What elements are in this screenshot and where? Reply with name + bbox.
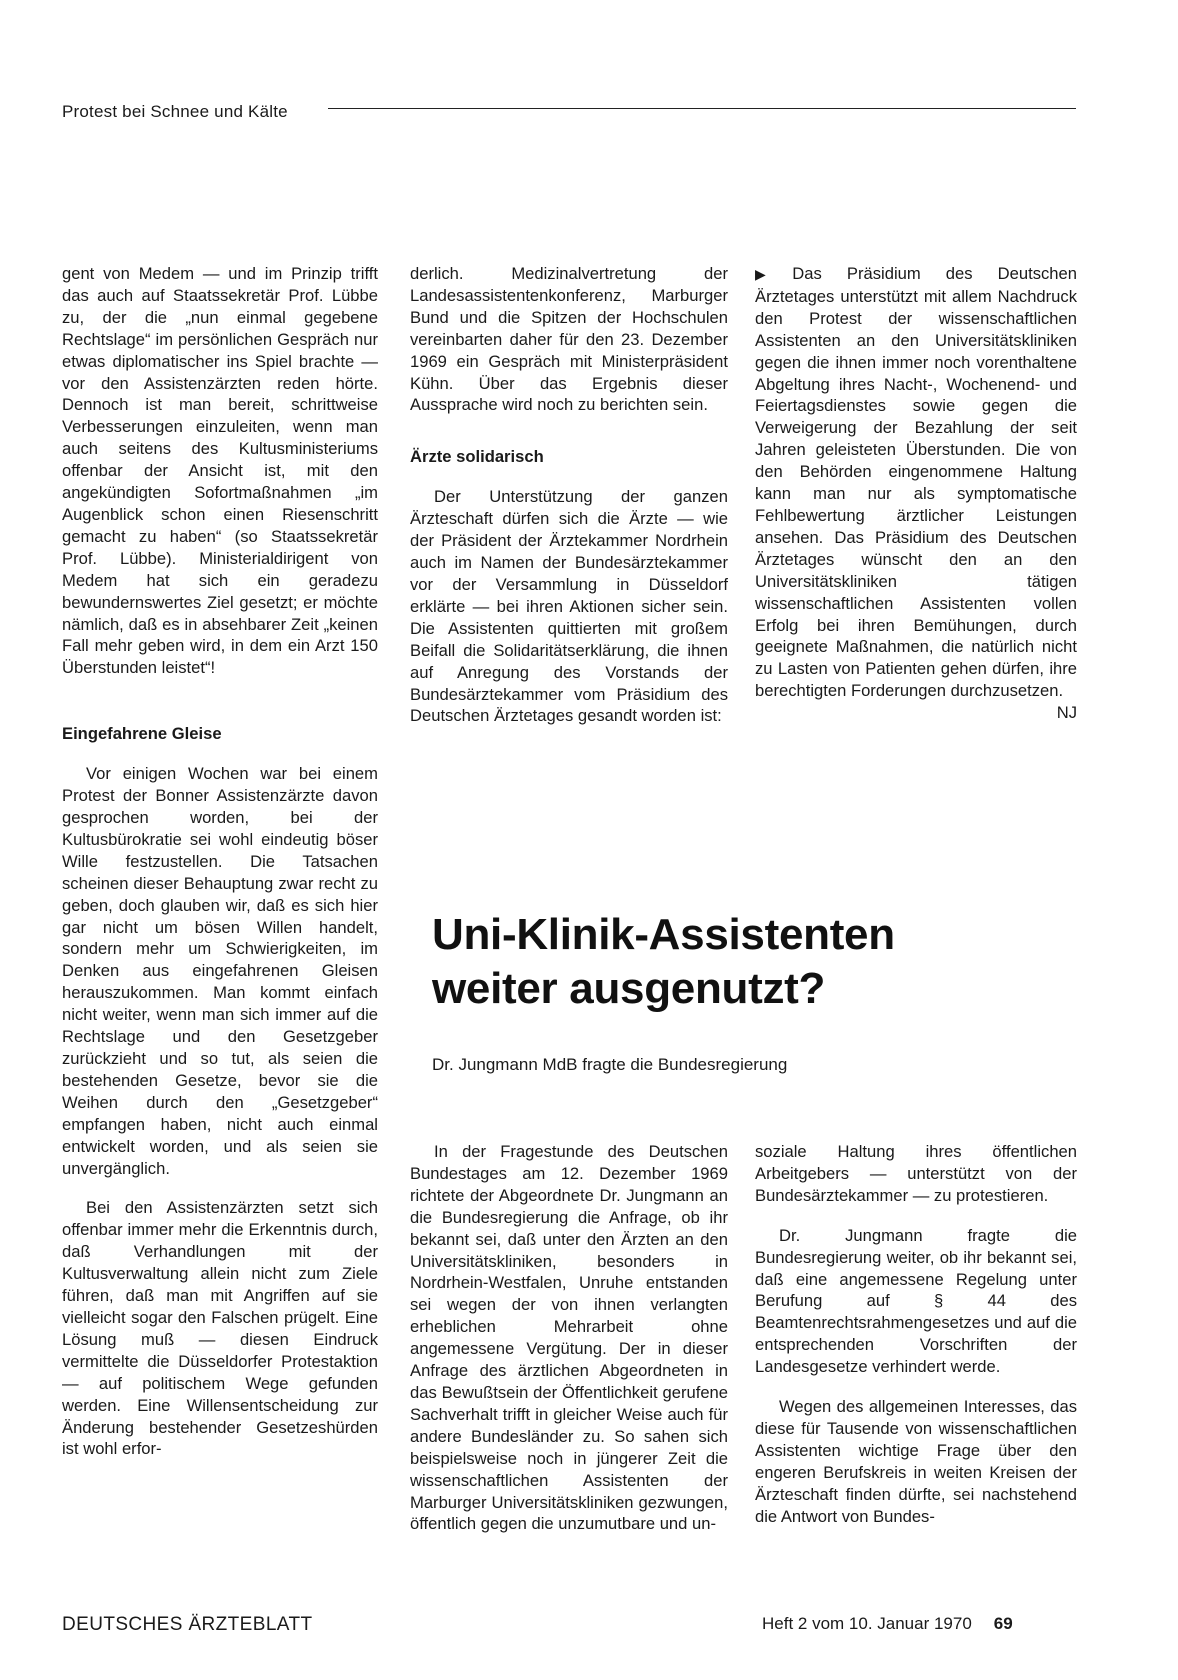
paragraph: soziale Haltung ihres öffentlichen Arbeitgebers — unterstützt von der Bundesärztekammer — zu protestieren.	[755, 1142, 1077, 1205]
paragraph: Wegen des allgemeinen Interesses, das diese für Tausende von wissenschaftlichen Assistenten wichtige Frage über den engeren Berufskreis in weiten Kreisen der Ärzteschaft finden dürfte, sei nachstehend die Antwort von Bundes-	[755, 1397, 1077, 1526]
section-heading-aerzte-solidarisch: Ärzte solidarisch	[410, 447, 544, 467]
section-heading-eingefahrene-gleise: Eingefahrene Gleise	[62, 724, 222, 744]
footer-issue-info	[762, 1614, 1013, 1634]
author-initials: NJ	[1056, 703, 1077, 723]
headline-line-2: weiter ausgenutzt?	[432, 964, 826, 1013]
article-byline: Dr. Jungmann MdB fragte die Bundesregierung	[432, 1055, 788, 1074]
declaration-text: Das Präsidium des Deutschen Ärztetages unterstützt mit allem Nachdruck den Protest der wissenschaftlichen Assistenten an den Universitätskliniken gegen die ihnen immer noch vorenthaltene Abgeltung ihres Nacht-, Wochenend- und Feiertagsdienstes sowie gegen die Verweigerung der Bezahlung der seit Jahren geleisteten Überstunden. Die von den Behörden eingenommene Haltung kann man nur als symptomatische Fehlbewertung ärztlicher Leistungen ansehen. Das Präsidium des Deutschen Ärztetages wünscht den an den Universitätskliniken tätigen wissenschaftlichen Assistenten vollen Erfolg bei ihren Bemühungen, durch geeignete Maßnahmen, die natürlich nicht zu Lasten von Patienten gehen dürfen, ihre berechtigten Forderungen durchzusetzen.	[755, 264, 1077, 701]
paragraph: derlich. Medizinalvertretung der Landesassistentenkonferenz, Marburger Bund und die Spitzen der Hochschulen vereinbarten daher für den 23. Dezember 1969 ein Gespräch mit Ministerpräsident Kühn. Über das Ergebnis dieser Aussprache wird noch zu berichten sein.	[410, 264, 728, 415]
column-3	[755, 263, 1077, 724]
column-1	[62, 263, 378, 1460]
paragraph: In der Fragestunde des Deutschen Bundestages am 12. Dezember 1969 richtete der Abgeordnete Dr. Jungmann an die Bundesregierung die Anfrage, ob ihr bekannt sei, daß unter den Ärzten an den Universitätskliniken, besonders in Nordrhein-Westfalen, Unruhe entstanden sei wegen der von ihnen verlangten erheblichen Mehrarbeit ohne angemessene Vergütung. Der in dieser Anfrage des ärztlichen Abgeordneten in das Bewußtsein der Öffentlichkeit gerufene Sachverhalt trifft in gleicher Weise auch für andere Bundesländer zu. So sahen sich beispielsweise noch in jüngerer Zeit die wissenschaftlichen Assistenten der Marburger Universitätskliniken gezwungen, öffentlich gegen die unzumutbare und un-	[410, 1142, 728, 1534]
column-5	[755, 1141, 1077, 1528]
footer-publication: DEUTSCHES ÄRZTEBLATT	[62, 1614, 313, 1635]
column-4	[410, 1141, 728, 1535]
declaration-paragraph	[755, 263, 1077, 723]
paragraph: Der Unterstützung der ganzen Ärzteschaft dürfen sich die Ärzte — wie der Präsident der Ärztekammer Nordrhein auch im Namen der Bundesärztekammer vor der Versammlung in Düsseldorf erklärte — bei ihren Aktionen sicher sein. Die Assistenten quittierten mit großem Beifall die Solidaritätserklärung, die ihnen auf Anregung des Vorstands der Bundesärztekammer vom Präsidium des Deutschen Ärztetages gesandt worden ist:	[410, 487, 728, 726]
paragraph: Bei den Assistenzärzten setzt sich offenbar immer mehr die Erkenntnis durch, daß Verhandlungen mit der Kultusverwaltung allein nicht zum Ziele führen, daß man mit Angriffen auf sie vielleicht sogar den Falschen prügelt. Eine Lösung muß — diesen Eindruck vermittelte die Düsseldorfer Protestaktion — auf politischem Wege gefunden werden. Eine Willensentscheidung zur Änderung bestehender Gesetzeshürden ist wohl erfor-	[62, 1198, 378, 1459]
header-rule	[328, 108, 1076, 109]
headline-line-1: Uni-Klinik-Assistenten	[432, 910, 895, 959]
paragraph: Vor einigen Wochen war bei einem Protest der Bonner Assistenzärzte davon gesprochen worden, bei der Kultusbürokratie sei wohl eindeutig böser Wille festzustellen. Die Tatsachen scheinen dieser Behauptung zwar recht zu geben, doch glauben wir, daß es sich hier gar nicht um bösen Willen handelt, sondern mehr um Schwierigkeiten, im Denken aus eingefahrenen Gleisen herauszukommen. Man kommt einfach nicht weiter, wenn man sich immer auf die Rechtslage und den Gesetzgeber zurückzieht und so tut, als seien die bestehenden Gesetze, bevor sie die Weihen durch den „Gesetzgeber“ empfangen haben, nicht auch einmal entwickelt worden, und als seien sie unvergänglich.	[62, 764, 378, 1178]
footer-issue: Heft 2 vom 10. Januar 1970	[762, 1614, 972, 1633]
paragraph: Dr. Jungmann fragte die Bundesregierung weiter, ob ihr bekannt sei, daß eine angemessene Regelung unter Berufung auf § 44 des Beamtenrechtsrahmengesetzes und auf die entsprechenden Vorschriften der Landesgesetze verhindert werde.	[755, 1225, 1077, 1377]
column-2	[410, 263, 728, 727]
page-number: 69	[993, 1614, 1013, 1633]
running-header-title: Protest bei Schnee und Kälte	[62, 102, 288, 121]
article-headline	[432, 908, 1072, 1016]
running-header	[62, 102, 1076, 130]
paragraph: gent von Medem — und im Prinzip trifft das auch auf Staatssekretär Prof. Lübbe zu, der die „nun einmal gegebene Rechtslage“ im persönlichen Gespräch nur etwas diplomatischer ins Spiel brachte — vor den Assistenzärzten reden hörte. Dennoch ist man bereit, schrittweise Verbesserungen einzuleiten, wenn man auch seitens des Kultusministeriums offenbar der Ansicht ist, mit den angekündigten Sofortmaßnahmen „im Augenblick schon einen Riesenschritt gemacht zu haben“ (so Staatssekretär Prof. Lübbe). Ministerialdirigent von Medem hat sich ein geradezu bewundernswertes Ziel gesetzt; er möchte nämlich, daß es in absehbarer Zeit „keinen Fall mehr geben wird, in dem ein Arzt 150 Überstunden leistet“!	[62, 264, 378, 678]
bullet-triangle-icon: ▶	[755, 266, 787, 282]
